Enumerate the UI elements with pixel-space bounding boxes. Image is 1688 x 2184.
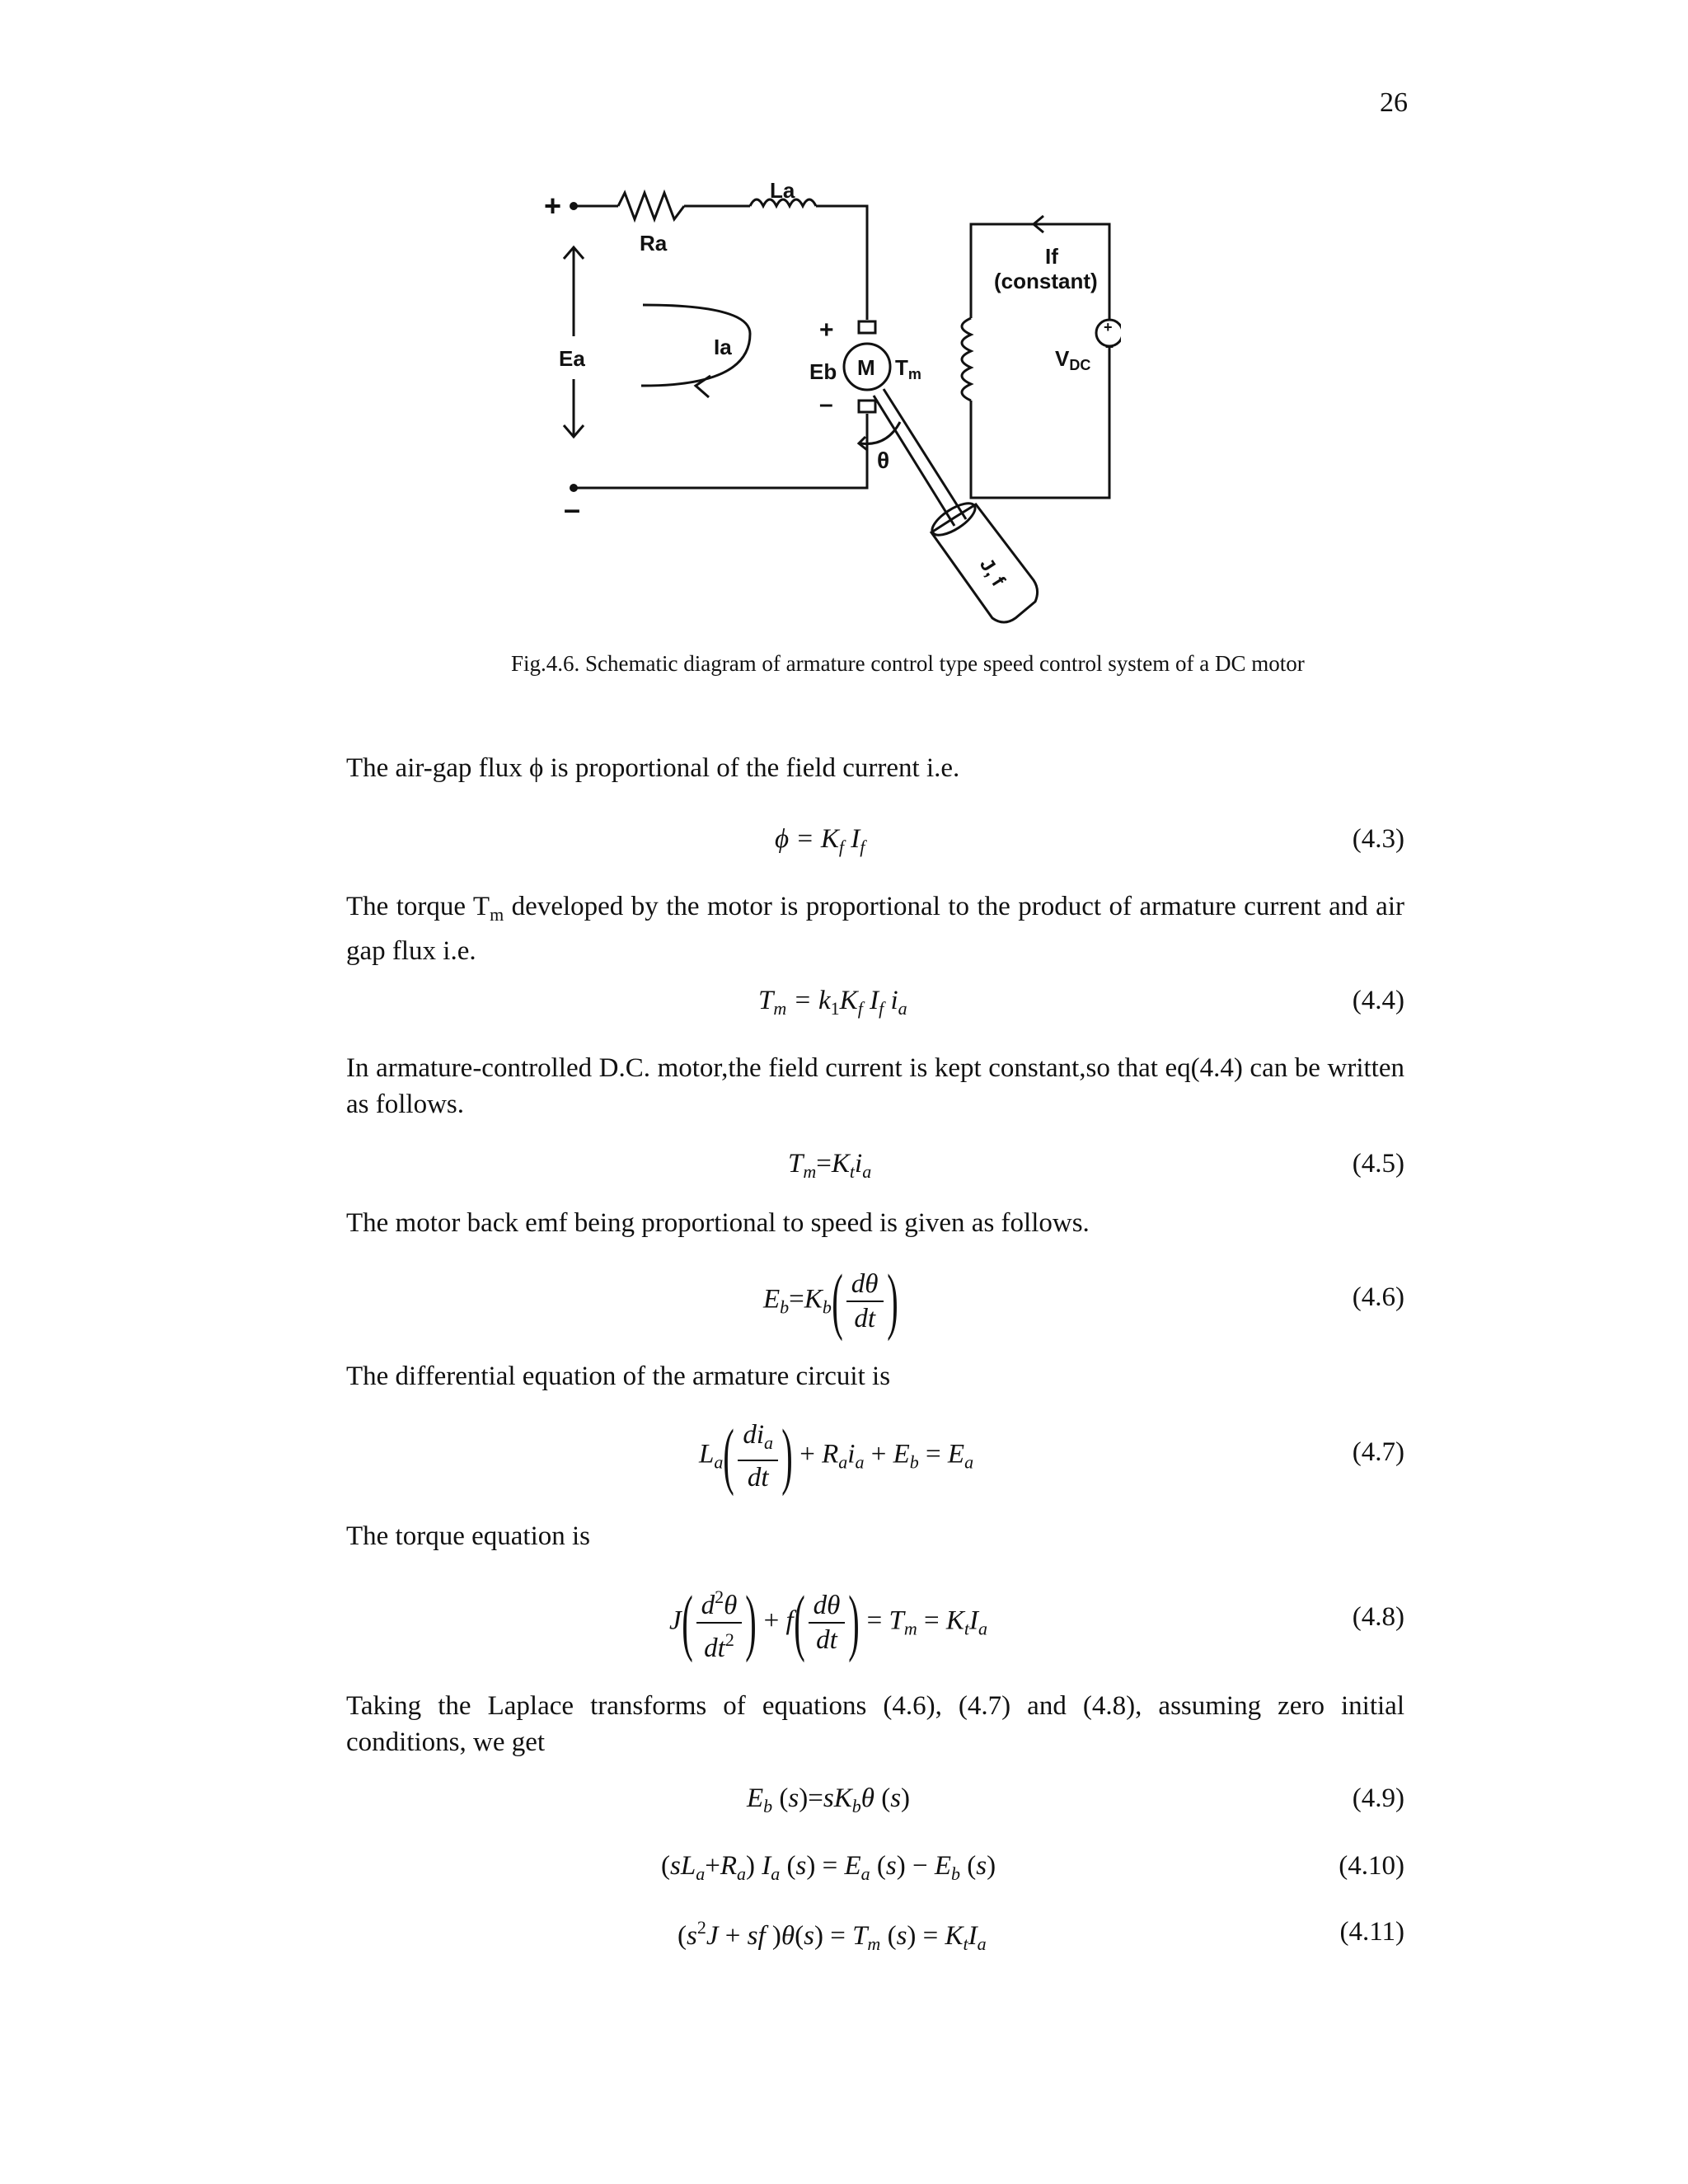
paragraph-back-emf: The motor back emf being proportional to speed is given as follows. <box>346 1208 1090 1238</box>
equation-number-4-9: (4.9) <box>1352 1783 1404 1813</box>
figure-caption: Fig.4.6. Schematic diagram of armature control type speed control system of a DC motor <box>511 651 1305 676</box>
theta-label: θ <box>877 448 890 473</box>
armature-right-wire <box>816 206 867 320</box>
vdc-subscript: DC <box>1069 357 1091 373</box>
page-number: 26 <box>1380 87 1408 118</box>
tm-subscript: m <box>907 366 921 382</box>
equation-4-7: $L_a$( $\frac{di_a}{dt}$ ) + $R_ai_a + E_b = E_a$ <box>699 1415 974 1497</box>
eb-plus-label: + <box>819 316 834 344</box>
load-jf-label: J, f <box>974 554 1010 591</box>
equation-4-9: $E_b$ $(s)=sK_b\theta$ (s) <box>747 1783 911 1816</box>
equation-number-4-4: (4.4) <box>1352 986 1404 1015</box>
tm-label: T <box>895 355 908 380</box>
terminal-top <box>570 202 578 210</box>
equation-4-10: $(sL_a+R_a)$ $I_a$ $(s) = E_a$ $(s) - E_b$ (s) <box>661 1851 996 1884</box>
ra-resistor <box>618 193 684 219</box>
equation-number-4-3: (4.3) <box>1352 824 1404 854</box>
armature-bottom-wire <box>574 414 867 488</box>
paragraph-torque-equation: The torque equation is <box>346 1521 591 1551</box>
paragraph-laplace: Taking the Laplace transforms of equations (4.6), (4.7) and (4.8), assuming zero initial conditions, we get <box>346 1691 1404 1757</box>
if-constant-label: (constant) <box>994 269 1098 293</box>
motor-brush-bottom <box>859 401 875 412</box>
eb-label: Eb <box>809 359 837 384</box>
paragraph-armature-diff-eq: The differential equation of the armature circuit is <box>346 1361 891 1391</box>
equation-4-8: J( $\frac{d^2\theta}{dt^2}$ ) + f( $\frac{d\theta}{dt}$ ) = $T_m = K_tI_a$ <box>669 1582 987 1663</box>
eb-minus-label: – <box>819 391 833 418</box>
terminal-plus-label: + <box>544 189 562 223</box>
svg-text:Tm <box>895 355 921 382</box>
paragraph-airgap-flux: The air-gap flux ϕ is proportional of the field current i.e. <box>346 753 960 783</box>
paragraph-torque <box>346 888 1404 969</box>
svg-text:VDC <box>1055 346 1090 373</box>
equation-4-6: $E_b=K_b$( $\frac{d\theta}{dt}$ ) <box>763 1260 898 1342</box>
vdc-minus-label: – <box>1105 338 1114 354</box>
equation-number-4-6: (4.6) <box>1352 1282 1404 1312</box>
paragraph-torque-start: The torque T <box>346 892 490 921</box>
field-inductor <box>962 318 971 401</box>
dc-motor-schematic <box>528 173 1121 643</box>
equation-4-11: ($s^2J$ + sf )$\theta(s) = T_m$ $(s) = K_tI_a$ <box>678 1917 987 1954</box>
la-label: La <box>770 178 795 203</box>
paragraph-torque-end: developed by the motor is proportional to the product of armature current and air gap flux i.e. <box>346 892 1404 966</box>
terminal-minus-label: – <box>564 492 581 526</box>
paragraph-armature-controlled: In armature-controlled D.C. motor,the field current is kept constant,so that eq(4.4) can be written as follows. <box>346 1053 1404 1119</box>
equation-number-4-8: (4.8) <box>1352 1602 1404 1632</box>
terminal-bottom <box>570 484 578 492</box>
equation-number-4-5: (4.5) <box>1352 1149 1404 1179</box>
equation-4-3: $\phi = K_f$ $I_f$ <box>775 824 865 857</box>
ia-label: Ia <box>714 335 732 359</box>
equation-4-4: $T_m = k_1K_f$ $I_f$ $i_a$ <box>758 986 907 1019</box>
vdc-plus-label: + <box>1104 319 1113 335</box>
equation-number-4-7: (4.7) <box>1352 1437 1404 1467</box>
vdc-label: V <box>1055 346 1070 371</box>
paragraph-torque-subscript: m <box>490 904 504 925</box>
motor-brush-top <box>859 321 875 333</box>
motor-label: M <box>857 355 875 380</box>
ea-label: Ea <box>559 346 585 371</box>
ra-label: Ra <box>640 231 668 255</box>
equation-4-5: $T_m=K_ti_a$ <box>788 1149 872 1182</box>
if-label: If <box>1045 244 1058 269</box>
equation-number-4-11: (4.11) <box>1339 1917 1404 1947</box>
equation-number-4-10: (4.10) <box>1339 1851 1404 1881</box>
ia-curved-arrow <box>641 305 750 386</box>
